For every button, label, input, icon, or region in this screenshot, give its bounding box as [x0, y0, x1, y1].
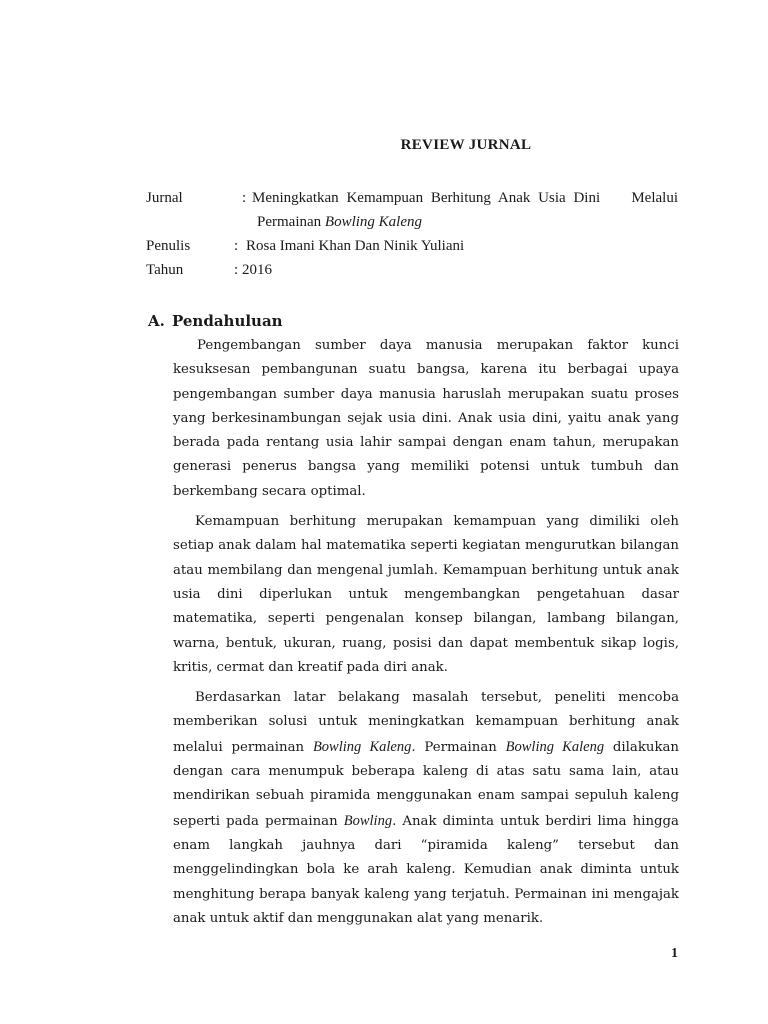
meta-row-jurnal-cont — [146, 210, 678, 234]
paragraph-3-text-2: . Permainan — [411, 739, 506, 755]
jurnal-value-line2-text: Permainan — [257, 214, 325, 230]
paragraph-3-italic-1: Bowling Kaleng — [312, 738, 412, 755]
penulis-label: Penulis — [146, 238, 191, 254]
penulis-colon: : — [234, 238, 239, 254]
tahun-colon: : — [234, 262, 239, 278]
paragraph-1: Pengembangan sumber daya manusia merupakan faktor kunci kesuksesan pembangunan suatu bangsa, karena itu berbagai upaya pengembangan sumber daya manusia haruslah merupakan suatu proses yang berkesinambungan sejak usia dini. Anak usia dini, yaitu anak yang berada pada rentang usia lahir sampai dengan enam tahun, merupakan generasi penerus bangsa yang memiliki potensi untuk tumbuh dan berkembang secara optimal. — [173, 338, 679, 499]
paragraph-3-text-1: Berdasarkan latar belakang masalah tersebut, peneliti mencoba memberikan solusi untuk meningkatkan kemampuan berhitung anak melalui permainan — [173, 690, 679, 755]
meta-row-penulis — [146, 234, 678, 258]
paragraph-3-text-4: . Anak diminta untuk berdiri lima hingga enam langkah jauhnya dari “piramida kaleng” tersebut dan menggelindingkan bola ke arah kaleng. Kemudian anak diminta untuk menghitung berapa banyak kaleng yang terjatuh. Permainan ini mengajak anak untuk aktif dan menggunakan alat yang menarik. — [173, 813, 679, 926]
section-title: Pendahuluan — [172, 312, 283, 330]
jurnal-value-line1: Meningkatkan Kemampuan Berhitung Anak Usia Dini Melalui — [252, 190, 678, 206]
meta-row-tahun — [146, 258, 678, 282]
meta-row-jurnal — [146, 186, 678, 210]
tahun-label: Tahun — [146, 262, 184, 278]
paragraph-3-text-3: dilakukan dengan cara menumpuk beberapa kaleng di atas satu sama lain, atau mendirikan sebuah piramida menggunakan enam sampai sepuluh kaleng seperti pada permainan — [173, 739, 679, 829]
paragraph-3 — [173, 686, 679, 931]
document-title: REVIEW JURNAL — [400, 137, 532, 153]
jurnal-label: Jurnal — [146, 190, 183, 206]
tahun-value: 2016 — [242, 262, 272, 278]
jurnal-value-line2-italic: Bowling Kaleng — [324, 214, 422, 230]
section-letter: A. — [148, 312, 165, 330]
page-number: 1 — [671, 946, 678, 961]
journal-metadata — [146, 186, 678, 282]
section-body — [173, 334, 679, 937]
section-heading — [148, 312, 283, 330]
paragraph-2: Kemampuan berhitung merupakan kemampuan yang dimiliki oleh setiap anak dalam hal matematika seperti kegiatan mengurutkan bilangan atau membilang dan mengenal jumlah. Kemampuan berhitung untuk anak usia dini diperlukan untuk mengembangkan pengetahuan dasar matematika, seperti pengenalan konsep bilangan, lambang bilangan, warna, bentuk, ukuran, ruang, posisi dan dapat membentuk sikap logis, kritis, cermat dan kreatif pada diri anak. — [173, 514, 679, 675]
jurnal-value-line2 — [257, 210, 422, 234]
paragraph-3-italic-3: Bowling — [343, 812, 393, 829]
jurnal-colon: : — [242, 190, 247, 206]
penulis-value: Rosa Imani Khan Dan Ninik Yuliani — [246, 238, 465, 254]
paragraph-3-italic-2: Bowling Kaleng — [505, 738, 605, 755]
